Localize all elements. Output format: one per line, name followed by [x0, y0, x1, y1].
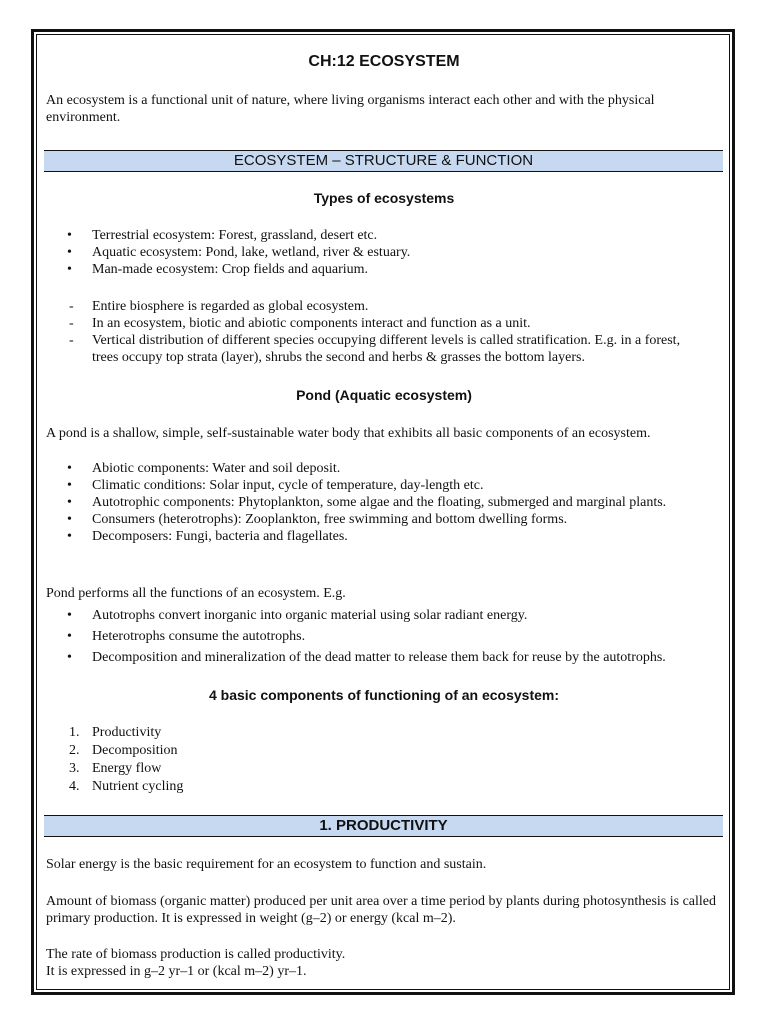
section-banner-structure-function: ECOSYSTEM – STRUCTURE & FUNCTION — [44, 150, 723, 172]
intro-paragraph: An ecosystem is a functional unit of nature, where living organisms interact each other and with the physical environment. — [46, 93, 655, 125]
section-banner-productivity: 1. PRODUCTIVITY — [44, 815, 723, 837]
types-heading: Types of ecosystems — [313, 190, 455, 206]
list-item: • Abiotic components: Water and soil deposit. — [67, 461, 341, 476]
list-item: - Entire biosphere is regarded as global ecosystem. — [69, 299, 369, 314]
bullet-marker: • — [67, 262, 72, 277]
pond-functions-intro: Pond performs all the functions of an ecosystem. E.g. — [46, 586, 346, 601]
bullet-marker: • — [67, 529, 72, 544]
productivity-paragraph-1: Solar energy is the basic requirement for an ecosystem to function and sustain. — [46, 857, 487, 872]
list-number: 1. — [69, 725, 80, 740]
types-list — [0, 227, 768, 278]
list-item: • Man-made ecosystem: Crop fields and aquarium. — [67, 262, 369, 277]
list-item: 4. Nutrient cycling — [69, 779, 184, 794]
list-item: • Decomposition and mineralization of the dead matter to release them back for reuse by the autotrophs. — [67, 650, 666, 665]
dash-marker: - — [69, 316, 74, 331]
list-item: • Autotrophic components: Phytoplankton, some algae and the floating, submerged and marginal plants. — [67, 495, 667, 510]
list-item: 1. Productivity — [69, 725, 162, 740]
ecosystem-notes-list — [0, 298, 768, 366]
list-item: • Autotrophs convert inorganic into organic material using solar radiant energy. — [67, 608, 528, 623]
list-item: • Heterotrophs consume the autotrophs. — [67, 629, 306, 644]
bullet-marker: • — [67, 608, 72, 623]
page-title: CH:12 ECOSYSTEM — [308, 53, 460, 70]
list-item: • Terrestrial ecosystem: Forest, grassland, desert etc. — [67, 228, 378, 243]
bullet-marker: • — [67, 650, 72, 665]
list-number: 2. — [69, 743, 80, 758]
bullet-marker: • — [67, 228, 72, 243]
list-item: 2. Decomposition — [69, 743, 178, 758]
bullet-marker: • — [67, 629, 72, 644]
pond-functions-list — [0, 607, 768, 666]
list-number: 3. — [69, 761, 80, 776]
productivity-paragraph-2: Amount of biomass (organic matter) produced per unit area over a time period by plants during photosynthesis is called primary production. It is expressed in weight (g–2) or energy (kcal m–2). — [46, 894, 717, 926]
list-number: 4. — [69, 779, 80, 794]
bullet-marker: • — [67, 461, 72, 476]
components-list — [0, 724, 768, 795]
list-item: - In an ecosystem, biotic and abiotic components interact and function as a unit. — [69, 316, 531, 331]
pond-heading: Pond (Aquatic ecosystem) — [296, 387, 472, 403]
pond-components-list — [0, 460, 768, 545]
list-item: - Vertical distribution of different species occupying different levels is called stratification. E.g. in a forest, trees occupy top strata (layer), shrubs the second and herbs & grasses the bottom layers. — [69, 333, 681, 365]
bullet-marker: • — [67, 512, 72, 527]
list-item: 3. Energy flow — [69, 761, 162, 776]
bullet-marker: • — [67, 478, 72, 493]
list-item: • Climatic conditions: Solar input, cycle of temperature, day-length etc. — [67, 478, 484, 493]
bullet-marker: • — [67, 245, 72, 260]
bullet-marker: • — [67, 495, 72, 510]
productivity-paragraph-3-line-1: The rate of biomass production is called productivity. — [46, 947, 346, 962]
dash-marker: - — [69, 333, 74, 348]
list-item: • Aquatic ecosystem: Pond, lake, wetland, river & estuary. — [67, 245, 411, 260]
productivity-paragraph-3-line-2: It is expressed in g–2 yr–1 or (kcal m–2) yr–1. — [46, 964, 307, 979]
list-item: • Consumers (heterotrophs): Zooplankton, free swimming and bottom dwelling forms. — [67, 512, 568, 527]
pond-intro-paragraph: A pond is a shallow, simple, self-sustainable water body that exhibits all basic components of an ecosystem. — [46, 426, 651, 441]
dash-marker: - — [69, 299, 74, 314]
list-item: • Decomposers: Fungi, bacteria and flagellates. — [67, 529, 348, 544]
components-heading: 4 basic components of functioning of an ecosystem: — [208, 687, 560, 703]
